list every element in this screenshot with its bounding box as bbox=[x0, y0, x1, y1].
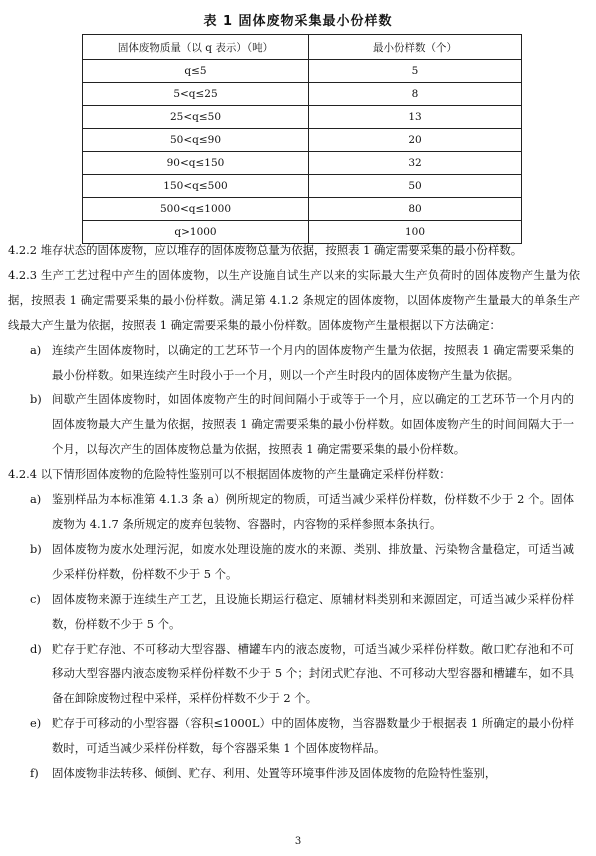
list-item bbox=[0, 487, 596, 537]
cell-count: 100 bbox=[309, 221, 522, 244]
header-mass: 固体废物质量（以 q 表示）（吨） bbox=[83, 35, 309, 60]
item-marker: a) bbox=[30, 342, 42, 357]
cell-mass: q>1000 bbox=[83, 221, 309, 244]
table-row bbox=[83, 198, 522, 221]
item-text: 贮存于贮存池、不可移动大型容器、槽罐车内的液态废物，可适当减少采样份样数。敞口贮存池和不可移动大型容器内液态废物采样份样数不少于 5 个；封闭式贮存池、不可移动大型容器和槽罐车，如不具备在卸除废物过程中采样，采样份样数不少于 2 个。 bbox=[52, 641, 574, 706]
item-text: 固体废物来源于连续生产工艺，且设施长期运行稳定、原辅材料类别和来源固定，可适当减少采样份样数，份样数不少于 5 个。 bbox=[52, 591, 574, 631]
cell-mass: 25<q≤50 bbox=[83, 106, 309, 129]
cell-mass: q≤5 bbox=[83, 60, 309, 83]
cell-count: 50 bbox=[309, 175, 522, 198]
table-row bbox=[83, 83, 522, 106]
cell-count: 80 bbox=[309, 198, 522, 221]
list-item bbox=[0, 587, 596, 637]
cell-count: 5 bbox=[309, 60, 522, 83]
item-marker: e) bbox=[30, 716, 42, 731]
item-text: 固体废物为废水处理污泥，如废水处理设施的废水的来源、类别、排放量、污染物含量稳定，可适当减少采样份样数，份样数不少于 5 个。 bbox=[52, 541, 574, 581]
clause-4-2-3: 4.2.3 生产工艺过程中产生的固体废物，以生产设施自试生产以来的实际最大生产负荷时的固体废物产生量为依据，按照表 1 确定需要采集的最小份样数。满足第 4.1.2 条规定的固体废物，以固体废物产生量最大的单条生产线最大产生量为依据，按照表 1 确定需要采集的最小份样数。固体废物产生量根据以下方法确定： bbox=[8, 267, 580, 332]
table-row bbox=[83, 152, 522, 175]
list-item bbox=[0, 637, 596, 712]
item-marker: b) bbox=[30, 541, 42, 556]
cell-count: 20 bbox=[309, 129, 522, 152]
cell-count: 8 bbox=[309, 83, 522, 106]
cell-mass: 50<q≤90 bbox=[83, 129, 309, 152]
table-row bbox=[83, 106, 522, 129]
cell-mass: 150<q≤500 bbox=[83, 175, 309, 198]
item-text: 间歇产生固体废物时，如固体废物产生的时间间隔小于或等于一个月，应以确定的工艺环节一个月内的固体废物最大产生量为依据，按照表 1 确定需要采集的最小份样数。如固体废物产生的时间间隔大于一个月，以每次产生的固体废物总量为依据，按照表 1 确定需要采集的最小份样数。 bbox=[52, 392, 574, 457]
body-text bbox=[0, 238, 596, 786]
clause-4-2-2: 4.2.2 堆存状态的固体废物，应以堆存的固体废物总量为依据，按照表 1 确定需要采集的最小份样数。 bbox=[8, 243, 523, 257]
table-row bbox=[83, 129, 522, 152]
item-text: 连续产生固体废物时，以确定的工艺环节一个月内的固体废物产生量为依据，按照表 1 确定需要采集的最小份样数。如果连续产生时段小于一个月，则以一个产生时段内的固体废物产生量为依据。 bbox=[52, 342, 574, 382]
item-marker: b) bbox=[30, 392, 42, 407]
table-row bbox=[83, 60, 522, 83]
list-item bbox=[0, 537, 596, 587]
item-text: 固体废物非法转移、倾倒、贮存、利用、处置等环境事件涉及固体废物的危险特性鉴别， bbox=[52, 766, 497, 781]
table-title: 表 1 固体废物采集最小份样数 bbox=[203, 14, 393, 29]
list-item bbox=[0, 711, 596, 761]
item-text: 鉴别样品为本标准第 4.1.3 条 a）例所规定的物质，可适当减少采样份样数，份样数不少于 2 个。固体废物为 4.1.7 条所规定的废弃包装物、容器时，内容物的采样参照本条执行。 bbox=[52, 492, 574, 531]
table-header-row bbox=[83, 35, 522, 60]
min-sample-table bbox=[82, 34, 522, 244]
cell-mass: 5<q≤25 bbox=[83, 83, 309, 106]
item-marker: d) bbox=[30, 641, 42, 656]
cell-mass: 90<q≤150 bbox=[83, 152, 309, 175]
table-row bbox=[83, 175, 522, 198]
page-number: 3 bbox=[294, 836, 302, 847]
item-marker: c) bbox=[30, 591, 41, 606]
clause-4-2-4: 4.2.4 以下情形固体废物的危险特性鉴别可以不根据固体废物的产生量确定采样份样数： bbox=[8, 467, 451, 482]
list-item bbox=[0, 338, 596, 388]
item-text: 贮存于可移动的小型容器（容积≤1000L）中的固体废物，当容器数量少于根据表 1 所确定的最小份样数时，可适当减少采样份样数，每个容器采集 1 个固体废物样品。 bbox=[52, 716, 574, 756]
cell-mass: 500<q≤1000 bbox=[83, 198, 309, 221]
cell-count: 13 bbox=[309, 106, 522, 129]
item-marker: f) bbox=[30, 766, 39, 781]
cell-count: 32 bbox=[309, 152, 522, 175]
header-min-samples: 最小份样数（个） bbox=[309, 35, 522, 60]
item-marker: a) bbox=[30, 492, 42, 507]
list-item bbox=[0, 387, 596, 462]
list-item bbox=[0, 761, 596, 786]
